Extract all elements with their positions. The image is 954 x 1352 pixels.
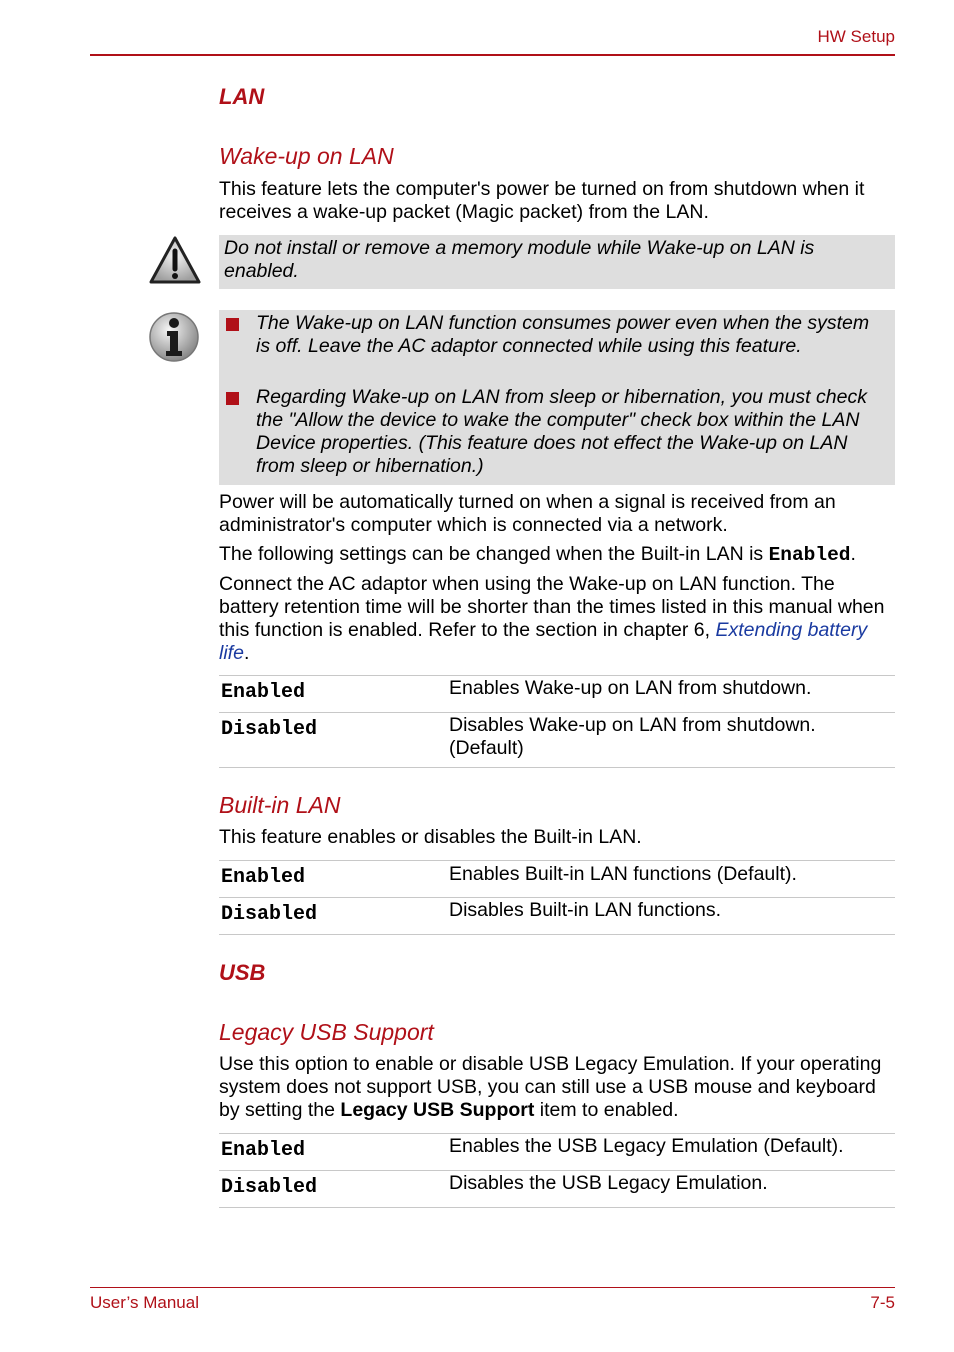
info-note-text: Regarding Wake-up on LAN from sleep or hibernation, you must check the "Allow the device to wake the computer" check box within the LAN Device properties. (This feature does not effect the Wake-up on LAN from sleep or hibernation.) xyxy=(256,386,867,477)
p2-end: . xyxy=(850,543,856,565)
option-term: Enabled xyxy=(221,866,306,889)
section-heading-usb: USB xyxy=(219,960,266,985)
option-desc: Enables Wake-up on LAN from shutdown. xyxy=(449,677,812,699)
table-row xyxy=(219,712,895,768)
square-bullet-icon xyxy=(226,392,239,405)
info-icon xyxy=(148,311,200,363)
option-term: Disabled xyxy=(221,1176,318,1199)
footer-manual-title: User’s Manual xyxy=(90,1293,199,1312)
warning-triangle-icon xyxy=(148,234,202,288)
legacy-intro xyxy=(219,1053,884,1122)
subheading-wake-up-on-lan: Wake-up on LAN xyxy=(219,143,394,169)
wake-paragraph-3 xyxy=(219,573,891,665)
option-term: Disabled xyxy=(221,718,318,741)
option-term: Enabled xyxy=(221,681,306,704)
wake-paragraph-1: Power will be automatically turned on when a signal is received from an administrator's computer which is connected via a network. xyxy=(219,491,836,536)
option-desc: Enables Built-in LAN functions (Default). xyxy=(449,863,797,885)
p2-code: Enabled xyxy=(768,544,851,566)
info-note-item xyxy=(219,386,895,481)
caution-text: Do not install or remove a memory module while Wake-up on LAN is enabled. xyxy=(224,237,815,282)
caution-box xyxy=(219,235,895,289)
info-note-text: The Wake-up on LAN function consumes power even when the system is off. Leave the AC adaptor connected while using this feature. xyxy=(256,312,870,357)
option-term: Disabled xyxy=(221,903,318,926)
table-row xyxy=(219,860,895,897)
header-rule xyxy=(90,54,895,56)
running-header: HW Setup xyxy=(817,27,895,46)
builtin-intro: This feature enables or disables the Built-in LAN. xyxy=(219,826,642,848)
option-desc: Disables the USB Legacy Emulation. xyxy=(449,1172,768,1194)
subheading-built-in-lan: Built-in LAN xyxy=(219,792,341,818)
wake-intro: This feature lets the computer's power be turned on from shutdown when it receives a wake-up packet (Magic packet) from the LAN. xyxy=(219,178,865,223)
subheading-legacy-usb-support: Legacy USB Support xyxy=(219,1019,434,1045)
legacy-text: Use this option to enable or disable USB Legacy Emulation. If your operating system does not support USB, you can still use a USB mouse and keyboard by setting the xyxy=(219,1053,882,1121)
option-desc: Disables Built-in LAN functions. xyxy=(449,899,722,921)
info-box xyxy=(219,310,895,485)
legacy-options-table xyxy=(219,1133,895,1208)
footer-rule xyxy=(90,1287,895,1288)
extending-battery-life-link[interactable]: Extending battery life xyxy=(219,619,868,664)
p3-end: . xyxy=(243,642,250,664)
p2-text: The following settings can be changed when the Built-in LAN is xyxy=(219,543,769,565)
table-row xyxy=(219,897,895,935)
table-row xyxy=(219,675,895,712)
option-desc: Disables Wake-up on LAN from shutdown. (Default) xyxy=(449,714,816,759)
legacy-end: item to enabled. xyxy=(534,1099,679,1121)
wake-paragraph-2 xyxy=(219,543,899,567)
option-desc: Enables the USB Legacy Emulation (Default). xyxy=(449,1135,844,1157)
page-number: 7-5 xyxy=(870,1293,895,1312)
table-row xyxy=(219,1133,895,1170)
section-heading-lan: LAN xyxy=(219,84,265,109)
option-term: Enabled xyxy=(221,1139,306,1162)
info-note-item xyxy=(219,312,895,382)
table-row xyxy=(219,1170,895,1208)
p3-text: Connect the AC adaptor when using the Wake-up on LAN function. The battery retention time will be shorter than the times listed in this manual when this function is enabled. Refer to the section in chapter 6, xyxy=(219,573,885,641)
legacy-bold: Legacy USB Support xyxy=(340,1099,535,1121)
square-bullet-icon xyxy=(226,318,239,331)
wake-options-table xyxy=(219,675,895,768)
builtin-options-table xyxy=(219,860,895,935)
